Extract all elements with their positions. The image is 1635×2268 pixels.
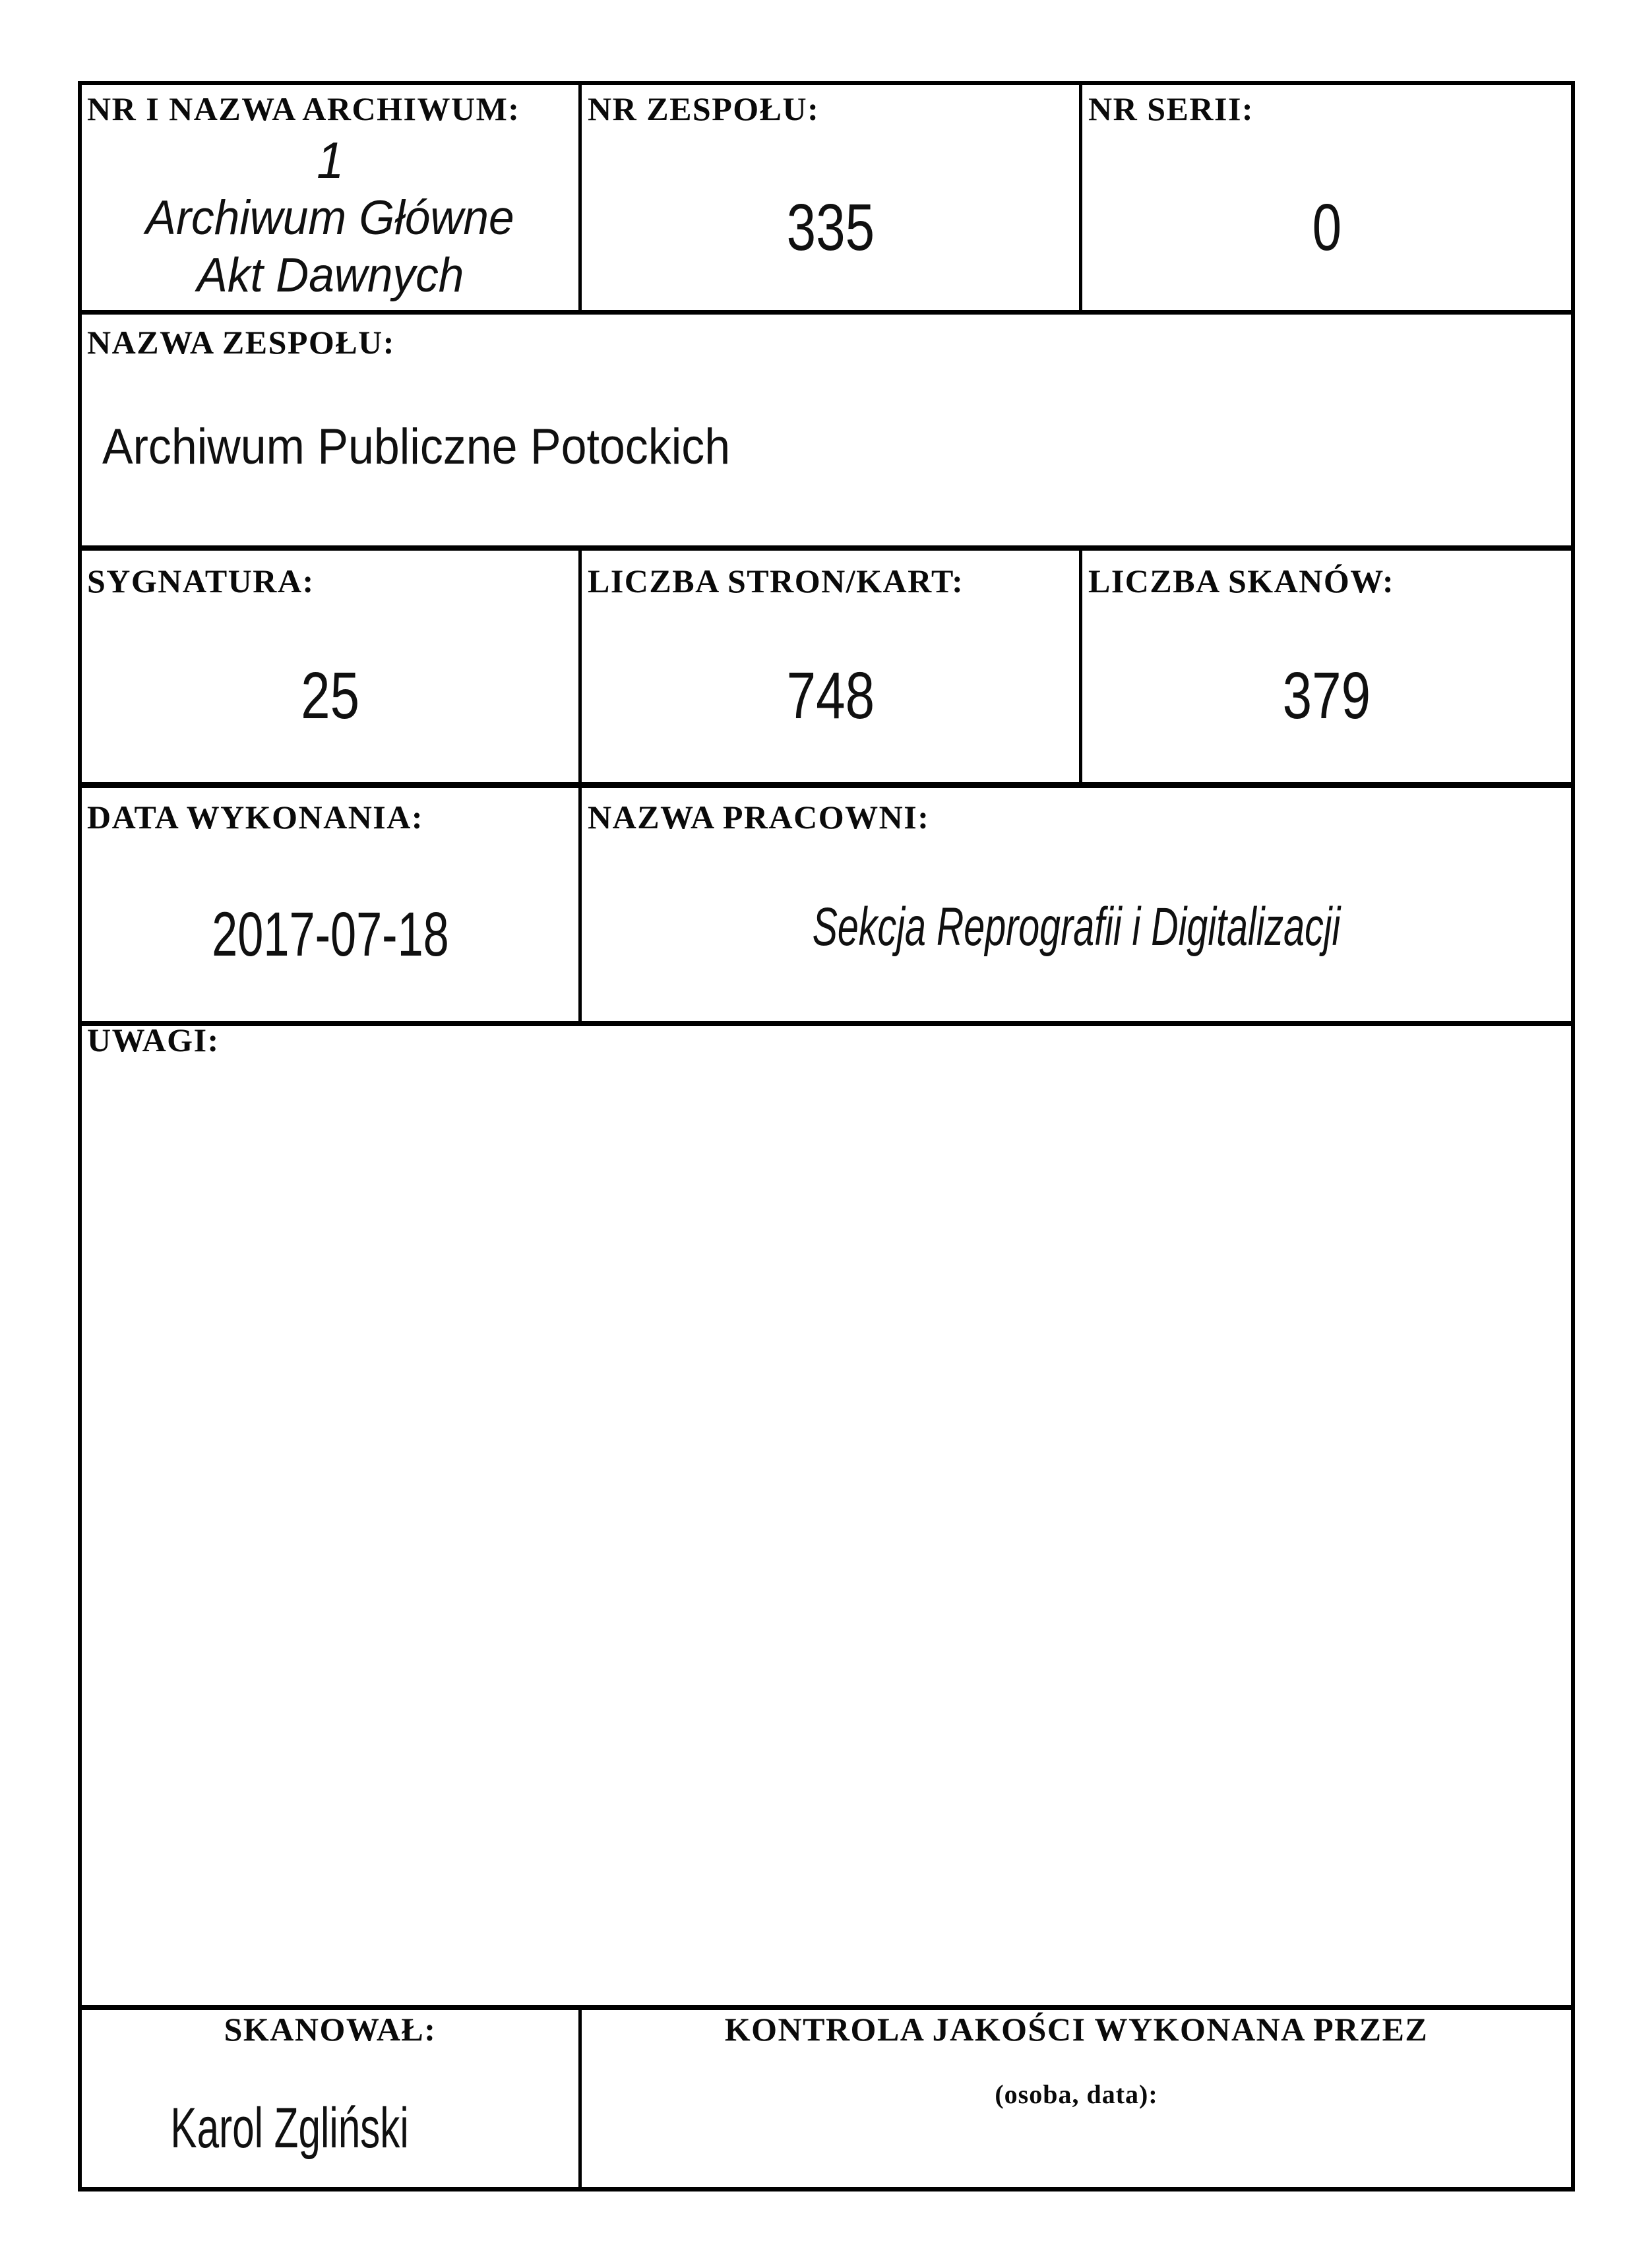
fonds-name-value: Archiwum Publiczne Potockich: [102, 419, 731, 475]
workshop-value: Sekcja Reprografii i Digitalizacji: [812, 897, 1341, 957]
workshop-label: NAZWA PRACOWNI:: [588, 799, 930, 836]
table-border-bottom: [78, 2187, 1575, 2191]
pages-label: LICZBA STRON/KART:: [588, 563, 964, 599]
series-number-label: NR SERII:: [1088, 90, 1254, 127]
archive-name-line1: Archiwum Główne: [146, 191, 514, 245]
date-value: 2017-07-18: [211, 900, 449, 969]
scanner-value: Karol Zgliński: [170, 2097, 409, 2160]
quality-control-label: KONTROLA JAKOŚCI WYKONANA PRZEZ: [724, 2011, 1429, 2048]
row-separator-1: [78, 310, 1575, 315]
row-separator-4: [78, 1021, 1575, 1026]
table-border-top: [78, 81, 1575, 85]
row-separator-2: [78, 545, 1575, 551]
remarks-label: UWAGI:: [87, 1022, 220, 1058]
archive-label: NR I NAZWA ARCHIWUM:: [87, 90, 520, 127]
signature-value: 25: [300, 659, 359, 733]
row-separator-5: [78, 2005, 1575, 2010]
table-border-left: [78, 81, 82, 2191]
series-number-value: 0: [1312, 191, 1342, 264]
quality-control-sublabel: (osoba, data):: [995, 2079, 1158, 2109]
date-label: DATA WYKONANIA:: [87, 799, 424, 836]
pages-value: 748: [786, 659, 875, 733]
archive-name-line2: Akt Dawnych: [197, 249, 464, 302]
scanner-label: SKANOWAŁ:: [224, 2011, 437, 2048]
scans-value: 379: [1282, 659, 1371, 733]
fonds-number-value: 335: [786, 191, 875, 264]
scans-label: LICZBA SKANÓW:: [1088, 563, 1395, 599]
fonds-name-label: NAZWA ZESPOŁU:: [87, 324, 395, 361]
signature-label: SYGNATURA:: [87, 563, 315, 599]
fonds-number-label: NR ZESPOŁU:: [588, 90, 820, 127]
table-border-right: [1571, 81, 1575, 2191]
row-separator-3: [78, 782, 1575, 788]
archive-number: 1: [316, 131, 344, 189]
